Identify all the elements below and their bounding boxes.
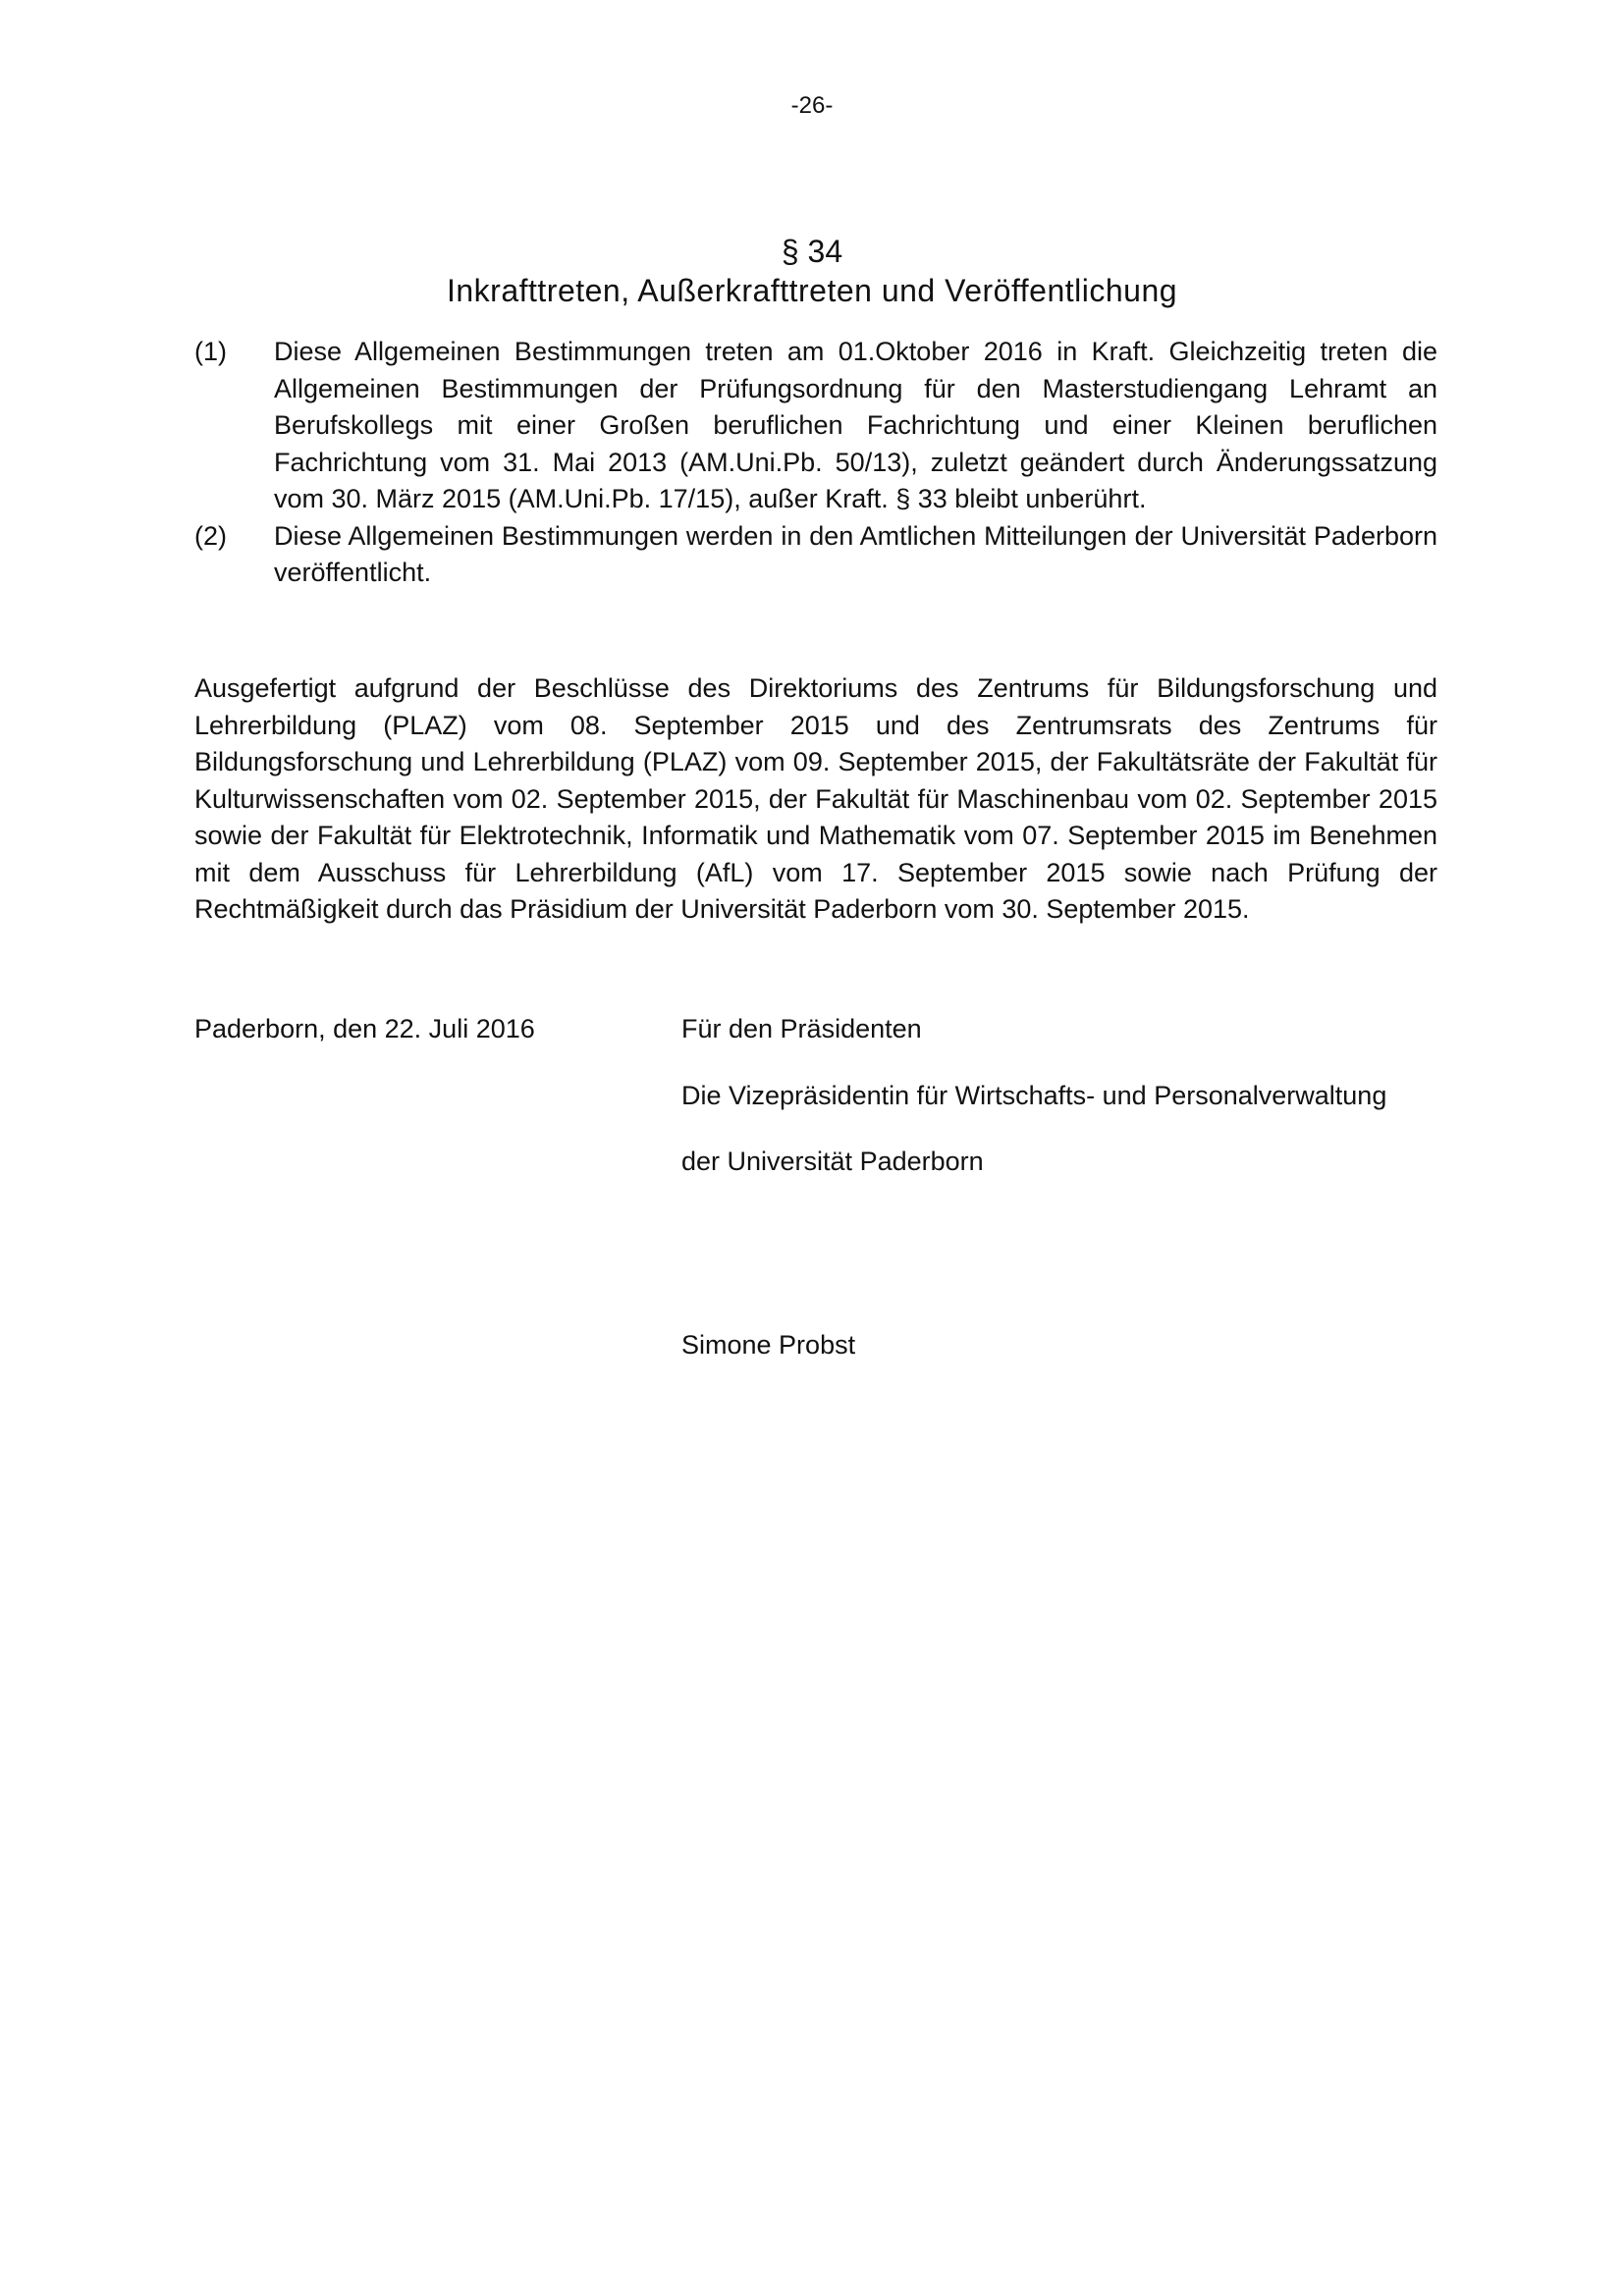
paragraph-1	[194, 334, 1437, 518]
paragraph-text: Diese Allgemeinen Bestimmungen werden in den Amtlichen Mitteilungen der Universität Paderborn veröffentlicht.	[274, 520, 1437, 587]
paragraph-list	[194, 334, 1437, 592]
signature-block	[681, 1011, 1386, 1210]
signature-institution: der Universität Paderborn	[681, 1147, 984, 1176]
place-date: Paderborn, den 22. Juli 2016	[194, 1014, 535, 1043]
section-title: Inkrafttreten, Außerkrafttreten und Veröffentlichung	[446, 273, 1178, 308]
paragraph-number: (1)	[194, 337, 227, 366]
page-number: -26-	[790, 92, 834, 119]
signature-on-behalf: Für den Präsidenten	[681, 1014, 922, 1043]
paragraph-number: (2)	[194, 520, 227, 551]
signer-name: Simone Probst	[681, 1330, 856, 1360]
paragraph-text: Diese Allgemeinen Bestimmungen treten am 01.Oktober 2016 in Kraft. Gleichzeitig treten die Allgemeinen Bestimmungen der Prüfungsordnung für den Masterstudiengang Lehramt an Berufskollegs mit einer Großen beruflichen Fachrichtung und einer Kleinen beruflichen Fachrichtung vom 31. Mai 2013 (AM.Uni.Pb. 50/13), zuletzt geändert durch Änderungssatzung vom 30. März 2015 (AM.Uni.Pb. 17/15), außer Kraft. § 33 bleibt unberührt.	[274, 337, 1437, 513]
paragraph-2	[194, 518, 1437, 592]
promulgation-text: Ausgefertigt aufgrund der Beschlüsse des Direktoriums des Zentrums für Bildungsforschung und Lehrerbildung (PLAZ) vom 08. September 2015 und des Zentrumsrats des Zentrums für Bildungsforschung und Lehrerbildung (PLAZ) vom 09. September 2015, der Fakultätsräte der Fakultät für Kulturwissenschaften vom 02. September 2015, der Fakultät für Maschinenbau vom 02. September 2015 sowie der Fakultät für Elektrotechnik, Informatik und Mathematik vom 07. September 2015 im Benehmen mit dem Ausschuss für Lehrerbildung (AfL) vom 17. September 2015 sowie nach Prüfung der Rechtmäßigkeit durch das Präsidium der Universität Paderborn vom 30. September 2015.	[194, 673, 1437, 924]
signature-role: Die Vizepräsidentin für Wirtschafts- und Personalverwaltung	[681, 1080, 1387, 1110]
section-number: § 34	[781, 234, 843, 269]
